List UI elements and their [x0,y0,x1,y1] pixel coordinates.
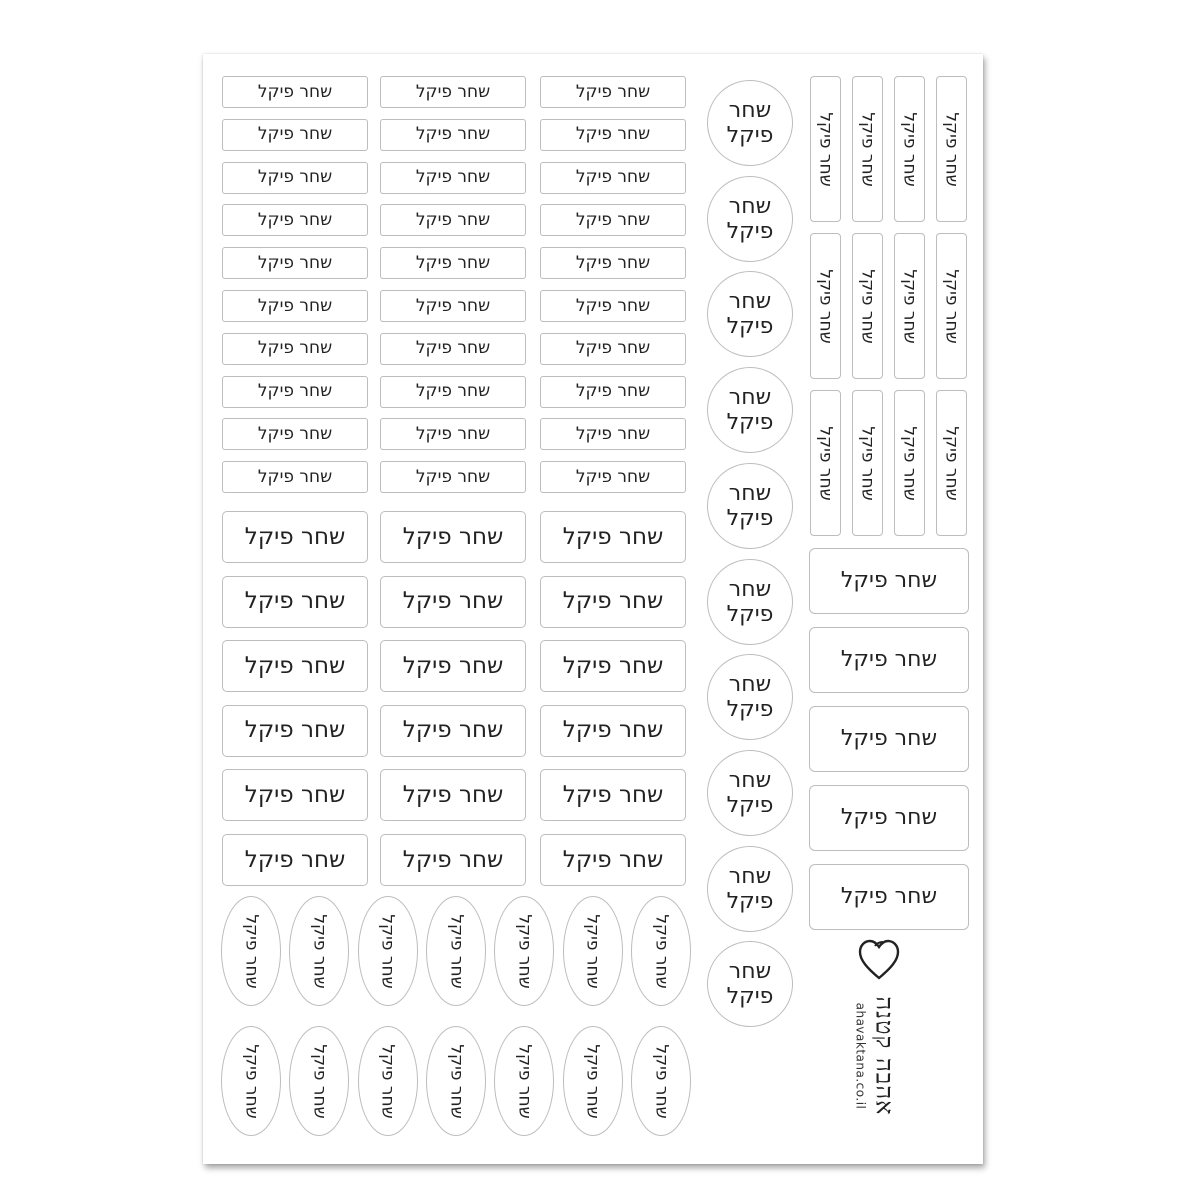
sticker-text: שחר פיקל [257,252,333,273]
sticker-text: שחר פיקל [840,884,938,909]
sticker-text: שחר פיקל [244,846,346,873]
small-name-label [540,461,686,493]
vertical-name-label [810,390,841,536]
sticker-text-line1: שחר [728,385,772,411]
sticker-text: שחר פיקל [899,425,920,501]
large-name-label [222,576,368,628]
sticker-text: שחר פיקל [514,913,535,989]
small-name-label [380,204,526,236]
sticker-text: שחר פיקל [415,252,491,273]
small-name-label [540,76,686,108]
sticker-text: שחר פיקל [941,111,962,187]
sticker-text [720,864,780,914]
oval-name-label [221,896,281,1006]
sticker-text: שחר פיקל [257,466,333,487]
brand-name: אהבה קטנה [870,996,899,1116]
sticker-text: שחר פיקל [415,338,491,359]
oval-name-label [494,896,554,1006]
sticker-text: שחר פיקל [402,846,504,873]
sticker-text: שחר פיקל [402,523,504,550]
vertical-name-label [852,233,883,379]
sticker-text: שחר פיקל [415,81,491,102]
sticker-text: שחר פיקל [575,381,651,402]
sticker-text-line2: פיקל [726,601,774,627]
sticker-text: שחר פיקל [415,124,491,145]
sticker-text: שחר פיקל [309,1043,330,1119]
sticker-text-line2: פיקל [726,314,774,340]
sticker-text: שחר פיקל [244,523,346,550]
sticker-text: שחר פיקל [514,1043,535,1119]
round-name-label [707,654,793,740]
sticker-text: שחר פיקל [562,588,664,615]
sticker-text: שחר פיקל [378,913,399,989]
sticker-text: שחר פיקל [575,423,651,444]
sticker-text: שחר פיקל [244,588,346,615]
small-name-label [222,247,368,279]
sticker-text: שחר פיקל [815,111,836,187]
vertical-name-label [936,390,967,536]
small-name-label [540,333,686,365]
sticker-text: שחר פיקל [815,425,836,501]
sticker-text: שחר פיקל [415,423,491,444]
sticker-text: שחר פיקל [257,81,333,102]
sticker-text-line2: פיקל [726,218,774,244]
large-name-label [380,511,526,563]
large-name-label [540,769,686,821]
sticker-text: שחר פיקל [815,268,836,344]
oval-name-label [358,1026,418,1136]
sticker-text: שחר פיקל [257,167,333,188]
oval-name-label [221,1026,281,1136]
sticker-text: שחר פיקל [402,781,504,808]
sticker-text: שחר פיקל [402,588,504,615]
sticker-text: שחר פיקל [257,209,333,230]
sticker-text: שחר פיקל [415,381,491,402]
vertical-name-label [810,76,841,222]
sticker-text: שחר פיקל [651,913,672,989]
sticker-text: שחר פיקל [402,717,504,744]
sticker-text [720,98,780,148]
sticker-text: שחר פיקל [244,652,346,679]
sticker-text: שחר פיקל [309,913,330,989]
wide-name-label [809,627,969,693]
round-name-label [707,463,793,549]
sticker-text: שחר פיקל [899,268,920,344]
sticker-text: שחר פיקל [840,647,938,672]
sticker-text: שחר פיקל [857,111,878,187]
sticker-text: שחר פיקל [582,913,603,989]
sticker-text: שחר פיקל [575,81,651,102]
sticker-text: שחר פיקל [651,1043,672,1119]
sticker-text [720,194,780,244]
large-name-label [222,640,368,692]
sticker-text: שחר פיקל [244,781,346,808]
sticker-text-line2: פיקל [726,505,774,531]
oval-name-label [289,1026,349,1136]
oval-name-label [631,1026,691,1136]
sticker-text: שחר פיקל [575,338,651,359]
sticker-text: שחר פיקל [575,124,651,145]
small-name-label [540,162,686,194]
sticker-text [720,768,780,818]
oval-name-label [631,896,691,1006]
heart-icon [857,938,901,984]
sticker-text: שחר פיקל [415,209,491,230]
oval-name-label [289,896,349,1006]
large-name-label [540,640,686,692]
small-name-label [540,376,686,408]
small-name-label [380,376,526,408]
small-name-label [540,247,686,279]
large-name-label [540,511,686,563]
vertical-name-label [894,390,925,536]
small-name-label [380,162,526,194]
sticker-text [720,385,780,435]
sticker-text: שחר פיקל [257,124,333,145]
sticker-text-line1: שחר [728,289,772,315]
vertical-name-label [852,390,883,536]
sticker-text: שחר פיקל [575,252,651,273]
sticker-text: שחר פיקל [575,167,651,188]
vertical-name-label [936,233,967,379]
sticker-text-line2: פיקל [726,697,774,723]
large-name-label [222,834,368,886]
large-name-label [540,705,686,757]
sticker-text: שחר פיקל [415,295,491,316]
sticker-text: שחר פיקל [562,717,664,744]
sticker-text-line1: שחר [728,767,772,793]
round-name-label [707,559,793,645]
sticker-text: שחר פיקל [562,652,664,679]
sticker-text: שחר פיקל [857,268,878,344]
vertical-name-label [894,76,925,222]
round-name-label [707,80,793,166]
sticker-text: שחר פיקל [241,913,262,989]
large-name-label [380,834,526,886]
sticker-text: שחר פיקל [378,1043,399,1119]
sticker-text [720,481,780,531]
sticker-text-line1: שחר [728,863,772,889]
small-name-label [380,247,526,279]
sticker-text [720,577,780,627]
small-name-label [222,162,368,194]
sticker-text: שחר פיקל [941,425,962,501]
oval-name-label [426,1026,486,1136]
sticker-text-line1: שחר [728,193,772,219]
sticker-text: שחר פיקל [840,568,938,593]
sticker-text: שחר פיקל [446,1043,467,1119]
oval-name-label [563,1026,623,1136]
sticker-text: שחר פיקל [840,726,938,751]
small-name-label [540,418,686,450]
wide-name-label [809,864,969,930]
sticker-text: שחר פיקל [582,1043,603,1119]
sticker-text-line1: שחר [728,98,772,123]
large-name-label [222,705,368,757]
sticker-text-line2: פיקל [726,123,774,148]
small-name-label [380,461,526,493]
sticker-text: שחר פיקל [899,111,920,187]
round-name-label [707,750,793,836]
brand-url: ahavaktana.co.il [853,1002,868,1110]
small-name-label [222,376,368,408]
sticker-text-line2: פיקל [726,410,774,436]
large-name-label [222,511,368,563]
round-name-label [707,367,793,453]
small-name-label [380,333,526,365]
sticker-text [720,959,780,1009]
sticker-text: שחר פיקל [244,717,346,744]
small-name-label [222,333,368,365]
sticker-text: שחר פיקל [446,913,467,989]
sticker-text-line2: פיקל [726,888,774,914]
vertical-name-label [852,76,883,222]
small-name-label [222,204,368,236]
sticker-text-line1: שחר [728,672,772,698]
wide-name-label [809,548,969,614]
sticker-text: שחר פיקל [857,425,878,501]
small-name-label [222,76,368,108]
sticker-text: שחר פיקל [415,167,491,188]
oval-name-label [426,896,486,1006]
small-name-label [380,76,526,108]
oval-name-label [563,896,623,1006]
small-name-label [540,290,686,322]
small-name-label [380,119,526,151]
oval-name-label [358,896,418,1006]
round-name-label [707,176,793,262]
small-name-label [380,290,526,322]
sticker-text: שחר פיקל [415,466,491,487]
sticker-text: שחר פיקל [257,295,333,316]
sticker-text: שחר פיקל [257,338,333,359]
small-name-label [222,418,368,450]
sticker-text: שחר פיקל [562,781,664,808]
vertical-name-label [936,76,967,222]
large-name-label [380,640,526,692]
large-name-label [380,705,526,757]
large-name-label [540,576,686,628]
large-name-label [540,834,686,886]
sticker-text: שחר פיקל [575,295,651,316]
sticker-text-line1: שחר [728,959,772,985]
small-name-label [222,290,368,322]
large-name-label [380,769,526,821]
sticker-text: שחר פיקל [257,423,333,444]
sticker-text: שחר פיקל [562,523,664,550]
vertical-name-label [894,233,925,379]
sticker-text-line2: פיקל [726,792,774,818]
wide-name-label [809,785,969,851]
sticker-text-line2: פיקל [726,984,774,1010]
round-name-label [707,846,793,932]
vertical-name-label [810,233,841,379]
round-name-label [707,941,793,1027]
sticker-text: שחר פיקל [562,846,664,873]
sticker-text: שחר פיקל [575,209,651,230]
sticker-text-line1: שחר [728,480,772,506]
small-name-label [540,204,686,236]
sticker-text-line1: שחר [728,576,772,602]
large-name-label [222,769,368,821]
sticker-sheet [203,54,983,1164]
sticker-text [720,672,780,722]
sticker-text: שחר פיקל [575,466,651,487]
small-name-label [540,119,686,151]
sticker-text: שחר פיקל [257,381,333,402]
oval-name-label [494,1026,554,1136]
sticker-text: שחר פיקל [402,652,504,679]
small-name-label [380,418,526,450]
sticker-text: שחר פיקל [241,1043,262,1119]
brand-logo [833,938,919,1148]
sticker-text [720,289,780,339]
sticker-text: שחר פיקל [840,805,938,830]
sticker-text: שחר פיקל [941,268,962,344]
small-name-label [222,119,368,151]
wide-name-label [809,706,969,772]
small-name-label [222,461,368,493]
large-name-label [380,576,526,628]
round-name-label [707,271,793,357]
